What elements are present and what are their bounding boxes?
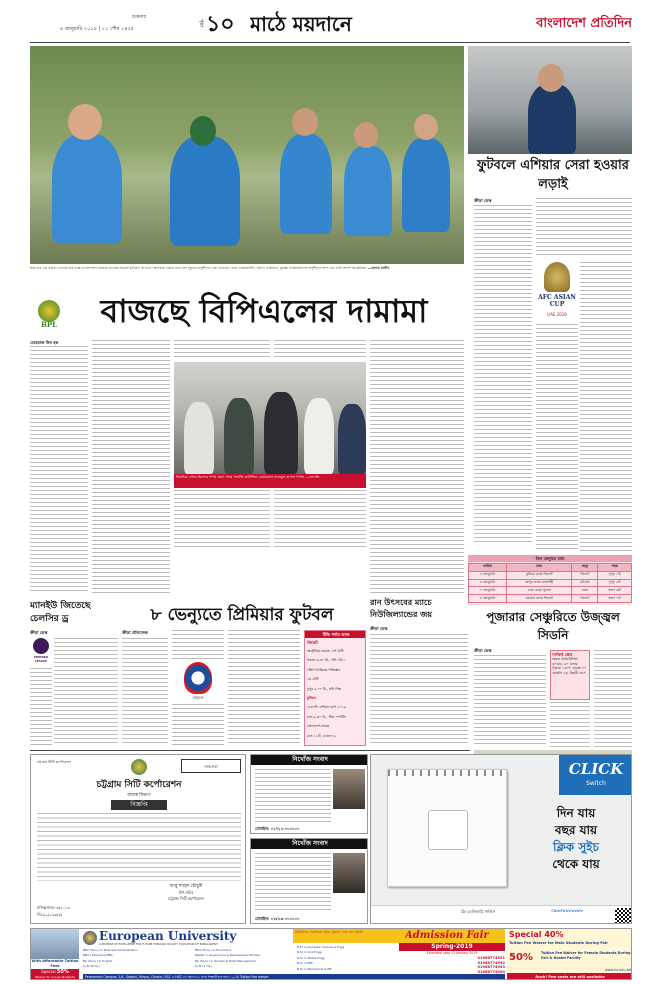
bpl-body-col-2: [92, 340, 170, 594]
click-tagline-2: বছর যায়: [554, 823, 598, 837]
list-item: B.Sc in Civil Engg.: [297, 950, 323, 955]
fixture-header: ম্যাচ: [507, 564, 572, 572]
bpl-body-col-1: [30, 346, 88, 594]
list-item: B.Sc in Mechanical & IPE: [297, 966, 332, 971]
missing-notice-title: নিখোঁজ সংবাদ: [251, 839, 368, 849]
special-pct: 50%: [56, 969, 69, 975]
university-promo-left: মডিউলার পদ্ধতিতে পড়ার সুযোগ এবং বেশ সুবিধা: [295, 930, 363, 934]
phone-number: 01968774952: [477, 960, 505, 965]
bff-emblem-icon: [184, 662, 212, 694]
trophy-icon: [544, 262, 570, 292]
right-special-text: Tuition Fee Waiver for Male Students During Fair: [509, 941, 608, 945]
top-photo-caption-text: আর মাত্র এক সপ্তাহ। এরপরই শুরু হচ্ছে বাংলাদেশের সবচেয়ে জনপ্রিয় ক্রিকেট টুর্নামেন্ট বিপিএল। আসরকে সামনে রেখে শেষ মুহূর্তের অনুশীলনে ব্যস্ত দলগুলো। ঢাকা ডায়নামাইটস, চিটাগং ভাইকিংস, কুমিল্লা ভিক্টোরিয়ান্সের অনুশীলনে অংশ নেন দেশি-বিদেশি ক্রিকেটাররা: [30, 266, 367, 270]
missing-notice-2: [250, 838, 368, 924]
masthead-divider: [30, 42, 630, 43]
list-item: সকাল ৬-৩০ মি., সনি টেন ১: [307, 658, 347, 663]
click-sub: Switch: [586, 780, 606, 787]
asian-cup-logo-sub: UAE 2019: [547, 312, 567, 317]
premier-league-logo: [30, 638, 52, 664]
page-number: ১০: [206, 11, 235, 37]
list-item: LL.B (Hons.): [83, 964, 100, 969]
missing-notice-body: [255, 769, 331, 823]
city-corp-logo-text: চট্টগ্রাম সিটি কর্পোরেশন: [37, 760, 71, 764]
university-campus: Permanent Campus: 2/4, Gabtoli, Mirpur, Dhaka | SSC ও HSC তে জিপিএ-৫ প্রাপ্ত শিক্ষার্থীদের জন্য ১০০% Tuition Fee waiver: [85, 975, 269, 979]
ranji-byline: ক্রীড়া ডেস্ক: [370, 626, 388, 631]
bff-badge-text: বাফুফে: [192, 695, 204, 700]
special-waiver: Waiver for Group Students: [35, 975, 75, 979]
list-item: BBA (Hons.) in Business Administration: [83, 948, 138, 952]
phone-number: 01968774951: [477, 956, 505, 960]
table-row: ৮ জানুয়ারি চট্টগ্রাম বনাম সিলেট সিলেট সন্ধ্যা ৭টা: [469, 595, 632, 603]
top-photo-credit: —রোহেত রাজীব: [367, 266, 390, 270]
right-special-pct: 40%: [544, 930, 564, 939]
city-corp-sign-name: আবু শাহেদ চৌধুরী: [169, 884, 203, 889]
ranji-body: [370, 634, 468, 746]
list-item: দুপুর ২-০০ মি., সনি সিক্স: [307, 686, 342, 691]
tv-schedule-list: [307, 647, 365, 745]
university-phones: [435, 956, 505, 974]
sydney-body-1: [474, 655, 546, 747]
university-programs-right: [297, 945, 397, 973]
list-item: MSS (Hons.) in Economics: [195, 948, 232, 952]
university-admission: Admission Fair: [405, 930, 489, 941]
asian-cup-logo: [536, 262, 578, 322]
university-tagline: A PROMISE OF EXCELLENCE FOR FUTURE THROUGH QUALITY EDUCATION OF BANGLADESH: [99, 943, 218, 946]
list-item: ফুটবল: [307, 696, 316, 701]
masthead: [24, 7, 632, 41]
asian-cup-byline: ক্রীড়া ডেস্ক: [474, 198, 492, 203]
missing-notice-body: [255, 853, 331, 913]
bpl-body-col-3b: [174, 490, 270, 550]
university-campus-bar: [83, 974, 505, 980]
university-programs-mid: [195, 948, 295, 972]
city-corp-emblem-icon: [131, 759, 147, 775]
score-line: পূজারা ১৩০*, মায়াঙ্ক ৭৭: [552, 666, 587, 671]
list-item: বাংলাদেশ-ভারত: [307, 724, 330, 729]
right-special: [509, 929, 631, 941]
click-footer-bar: [371, 905, 632, 924]
click-tagline-3: ক্লিক সুইচ: [552, 840, 600, 854]
list-item: অস্ট্রেলিয়া-ভারত, ৪র্থ টেস্ট: [307, 649, 344, 653]
missing-notice-phone: মোবাইল: ০১৮১৯-০০০০০০: [255, 916, 300, 921]
city-corp-ref: জি-৯১/১৯৩(৩): [37, 912, 62, 917]
ad-section-divider: [30, 750, 470, 751]
chelsea-headline: ম্যানইউ জিতেছে চেলসির ড্র: [30, 601, 91, 624]
university-programs-left: [83, 948, 193, 972]
sydney-body-2: [594, 650, 632, 750]
sydney-body-3: [550, 702, 590, 750]
score-line: ভারত প্রথম ইনিংস:: [552, 657, 579, 661]
click-brand-banner: [559, 755, 632, 795]
cricket-ball-icon: [38, 300, 60, 322]
section-title: মাঠে ময়দানে: [250, 12, 352, 36]
pl-body-2: [172, 630, 224, 660]
pl-body-1: [122, 638, 168, 746]
university-seats: Rush! Few seats are still available: [507, 973, 632, 980]
bpl-body-col-5: [370, 340, 464, 594]
university-building-photo: [31, 929, 79, 959]
list-item: B.Sc in Computer Science & Engg.: [297, 945, 346, 949]
click-hotline: ০৯৬৩৮৮৮৮৮৮৮: [551, 909, 584, 914]
asian-cup-body-2: [536, 198, 632, 258]
asian-cup-photo: [468, 46, 632, 154]
university-emblem-icon: [83, 931, 97, 945]
university-tuition: With Affordable Tuition Fees: [31, 959, 79, 968]
click-switch-ad: [370, 754, 632, 924]
score-label: সংক্ষিপ্ত স্কোর: [552, 652, 573, 657]
table-row: ৫ জানুয়ারি কুমিল্লা বনাম সিলেট সিলেট দুপুর ১টা: [469, 571, 632, 579]
right-special-text2: Tuition Fee Waiver for Female Students During Fair & Hostel Facility: [541, 951, 631, 960]
phone-number: 01968774953: [477, 965, 505, 969]
university-spring: Spring-2019: [399, 943, 505, 951]
fixture-table: [468, 563, 632, 603]
chelsea-byline: ক্রীড়া ডেস্ক: [30, 630, 48, 635]
special-word: Special: [41, 969, 56, 974]
sydney-score-box: [550, 650, 590, 700]
bpl-body-col-3: [174, 340, 270, 360]
right-special-pct2: 50%: [509, 952, 533, 963]
sydney-byline: ক্রীড়া ডেস্ক: [474, 648, 492, 653]
list-item: রাত ৯-৩০ মি., স্টার স্পোর্টস: [307, 714, 346, 719]
bpl-body-col-4: [274, 340, 366, 360]
asian-cup-headline: ফুটবলে এশিয়ার সেরা হওয়ার লড়াই: [477, 158, 629, 192]
city-corp-seal: জনসেবা: [181, 759, 241, 773]
click-tagline-1: দিন যায়: [556, 806, 596, 820]
right-special-word: Special: [509, 930, 542, 939]
fixture-header: ভেন্যু: [572, 564, 598, 572]
university-name: European University: [99, 929, 237, 943]
university-extended: Extended upto 12 January 2019: [426, 951, 478, 955]
city-corp-body: [37, 813, 241, 881]
pl-headline: ৮ ভেন্যুতে প্রিমিয়ার ফুটবল: [150, 605, 334, 625]
top-practice-photo: [30, 46, 464, 264]
university-right-panel: [507, 929, 632, 980]
bpl-photo-credit: —জ্যোতি: [305, 475, 320, 479]
fixture-box: [468, 555, 632, 605]
bpl-logo-text: BPL: [40, 320, 58, 329]
list-item: ২য় টেস্ট: [307, 677, 319, 682]
issue-day: শুক্রবার: [132, 15, 146, 20]
phone-number: 01968774950: [477, 969, 505, 974]
city-corp-notice: বিজ্ঞপ্তি: [111, 800, 167, 810]
page-number-box: [190, 11, 248, 37]
list-item: রাত ১১টা, চ্যানেল ৯: [307, 733, 336, 738]
bpl-byline: মেহেরাজ উল হক: [30, 340, 59, 345]
missing-person-photo: [333, 769, 365, 809]
table-row: ৬ জানুয়ারি রংপুর বনাম রাজশাহী চট্টগ্রাম দুপুর ২টা: [469, 579, 632, 587]
premier-league-logo-text: PREMIER LEAGUE: [33, 655, 48, 663]
score-line: কোহলি ২৩, বিহারী ৩৯*: [552, 670, 586, 675]
sydney-headline: পূজারার সেঞ্চুরিতে উজ্জ্বল সিডনি: [486, 610, 620, 642]
list-item: দক্ষিণ আফ্রিকা-পাকিস্তান: [307, 667, 341, 672]
university-admission-banner: [293, 929, 505, 943]
bpl-headline: বাজছে বিপিএলের দামামা: [100, 292, 428, 330]
switch-icon: [428, 810, 468, 850]
calendar-switch-image: [387, 769, 507, 887]
city-corp-sign-title: উপ-সচিব: [178, 890, 194, 895]
bff-badge: [172, 662, 224, 702]
issue-date: ৪ জানুয়ারি ২০১৯ | ২১ পৌষ ১৪২৫: [60, 26, 135, 32]
tv-channel-label: ক্রিকেট: [307, 640, 318, 645]
list-item: B.Sc in EEE: [297, 961, 313, 966]
bpl-photo-caption-text: নির্বাচিত প্রধান হিসেবে শপথ গ্রহণ শেষে গভর্নিং কাউন্সিল চেয়ারম্যান নাজমুল হাসান পাপন: [176, 475, 305, 479]
missing-person-photo: [333, 853, 365, 893]
pl-body-4: [228, 630, 300, 746]
list-item: এএফসি এশিয়ান কাপ ২০১৯: [307, 705, 347, 710]
missing-notice-title: নিখোঁজ সংবাদ: [251, 755, 368, 765]
paper-name: বাংলাদেশ প্রতিদিন: [536, 16, 632, 31]
click-footer-note: ফ্রি ডেলিভারি সার্ভিস: [461, 909, 496, 914]
city-corp-title: চট্টগ্রাম সিটি কর্পোরেশন: [96, 780, 182, 790]
score-line: ৩০৩/৪, ৯০ ওভার: [552, 661, 578, 666]
click-tagline-4: থেকে যায়: [552, 857, 600, 871]
list-item: LL.M (1 Yrs.): [195, 964, 213, 969]
fixture-title: তিন ভেন্যুতে ম্যাচ: [468, 555, 632, 562]
list-item: BA (Hons.) in Tourism & Hotel Management: [195, 958, 256, 963]
tv-schedule-title: টিভি পর্দায় আজ: [305, 631, 366, 638]
asian-cup-body-4: [536, 324, 578, 552]
city-corp-memo: চসিক/জস/০৬/২০১৯: [37, 905, 70, 910]
university-website: www.eu.edu.bd: [604, 968, 631, 972]
tv-schedule-box: [304, 630, 366, 746]
missing-notice-phone: মোবাইল: ০১৭১১-০০০০০০: [255, 826, 300, 831]
list-item: MBA | Executive MBA: [83, 953, 113, 958]
chelsea-body-1: [54, 638, 118, 746]
qr-code-icon: [615, 908, 631, 924]
city-corp-subtitle: রাজস্ব বিভাগ: [127, 793, 151, 798]
pl-byline: ক্রীড়া প্রতিবেদক: [122, 630, 148, 635]
click-brand: CLICK: [568, 760, 624, 778]
bpl-body-col-4b: [274, 490, 366, 550]
asian-cup-body-3: [580, 262, 632, 552]
top-photo-caption: [30, 266, 464, 280]
university-special: [31, 969, 79, 980]
pl-body-3: [172, 704, 224, 746]
fixture-header: তারিখ: [469, 564, 507, 572]
chelsea-body-2: [30, 668, 52, 746]
page-label: পৃষ্ঠা: [198, 19, 204, 28]
table-row: ৭ জানুয়ারি ঢাকা বনাম খুলনা ঢাকা সন্ধ্যা ৬টা: [469, 587, 632, 595]
ranji-headline: রান উৎসবের ম্যাচে নিউজিল্যান্ডের জয়: [370, 597, 432, 619]
city-corp-sign-org: চট্টগ্রাম সিটি কর্পোরেশন: [168, 896, 204, 901]
asian-cup-body-1: [474, 205, 532, 545]
missing-notice-1: [250, 754, 368, 834]
list-item: BA (Hons.) in English: [83, 958, 113, 963]
fixture-header: সময়: [598, 564, 632, 572]
lion-icon: [33, 638, 49, 654]
bpl-council-photo: [174, 362, 366, 474]
list-item: B.Sc in Textile Engg.: [297, 955, 326, 960]
city-corp-ad: [30, 754, 246, 924]
university-ad: [30, 928, 632, 980]
bpl-photo-caption: [174, 474, 366, 488]
list-item: Master in Governance & Development Studies: [195, 953, 260, 958]
asian-cup-logo-title: AFC ASIAN CUP: [538, 294, 576, 308]
